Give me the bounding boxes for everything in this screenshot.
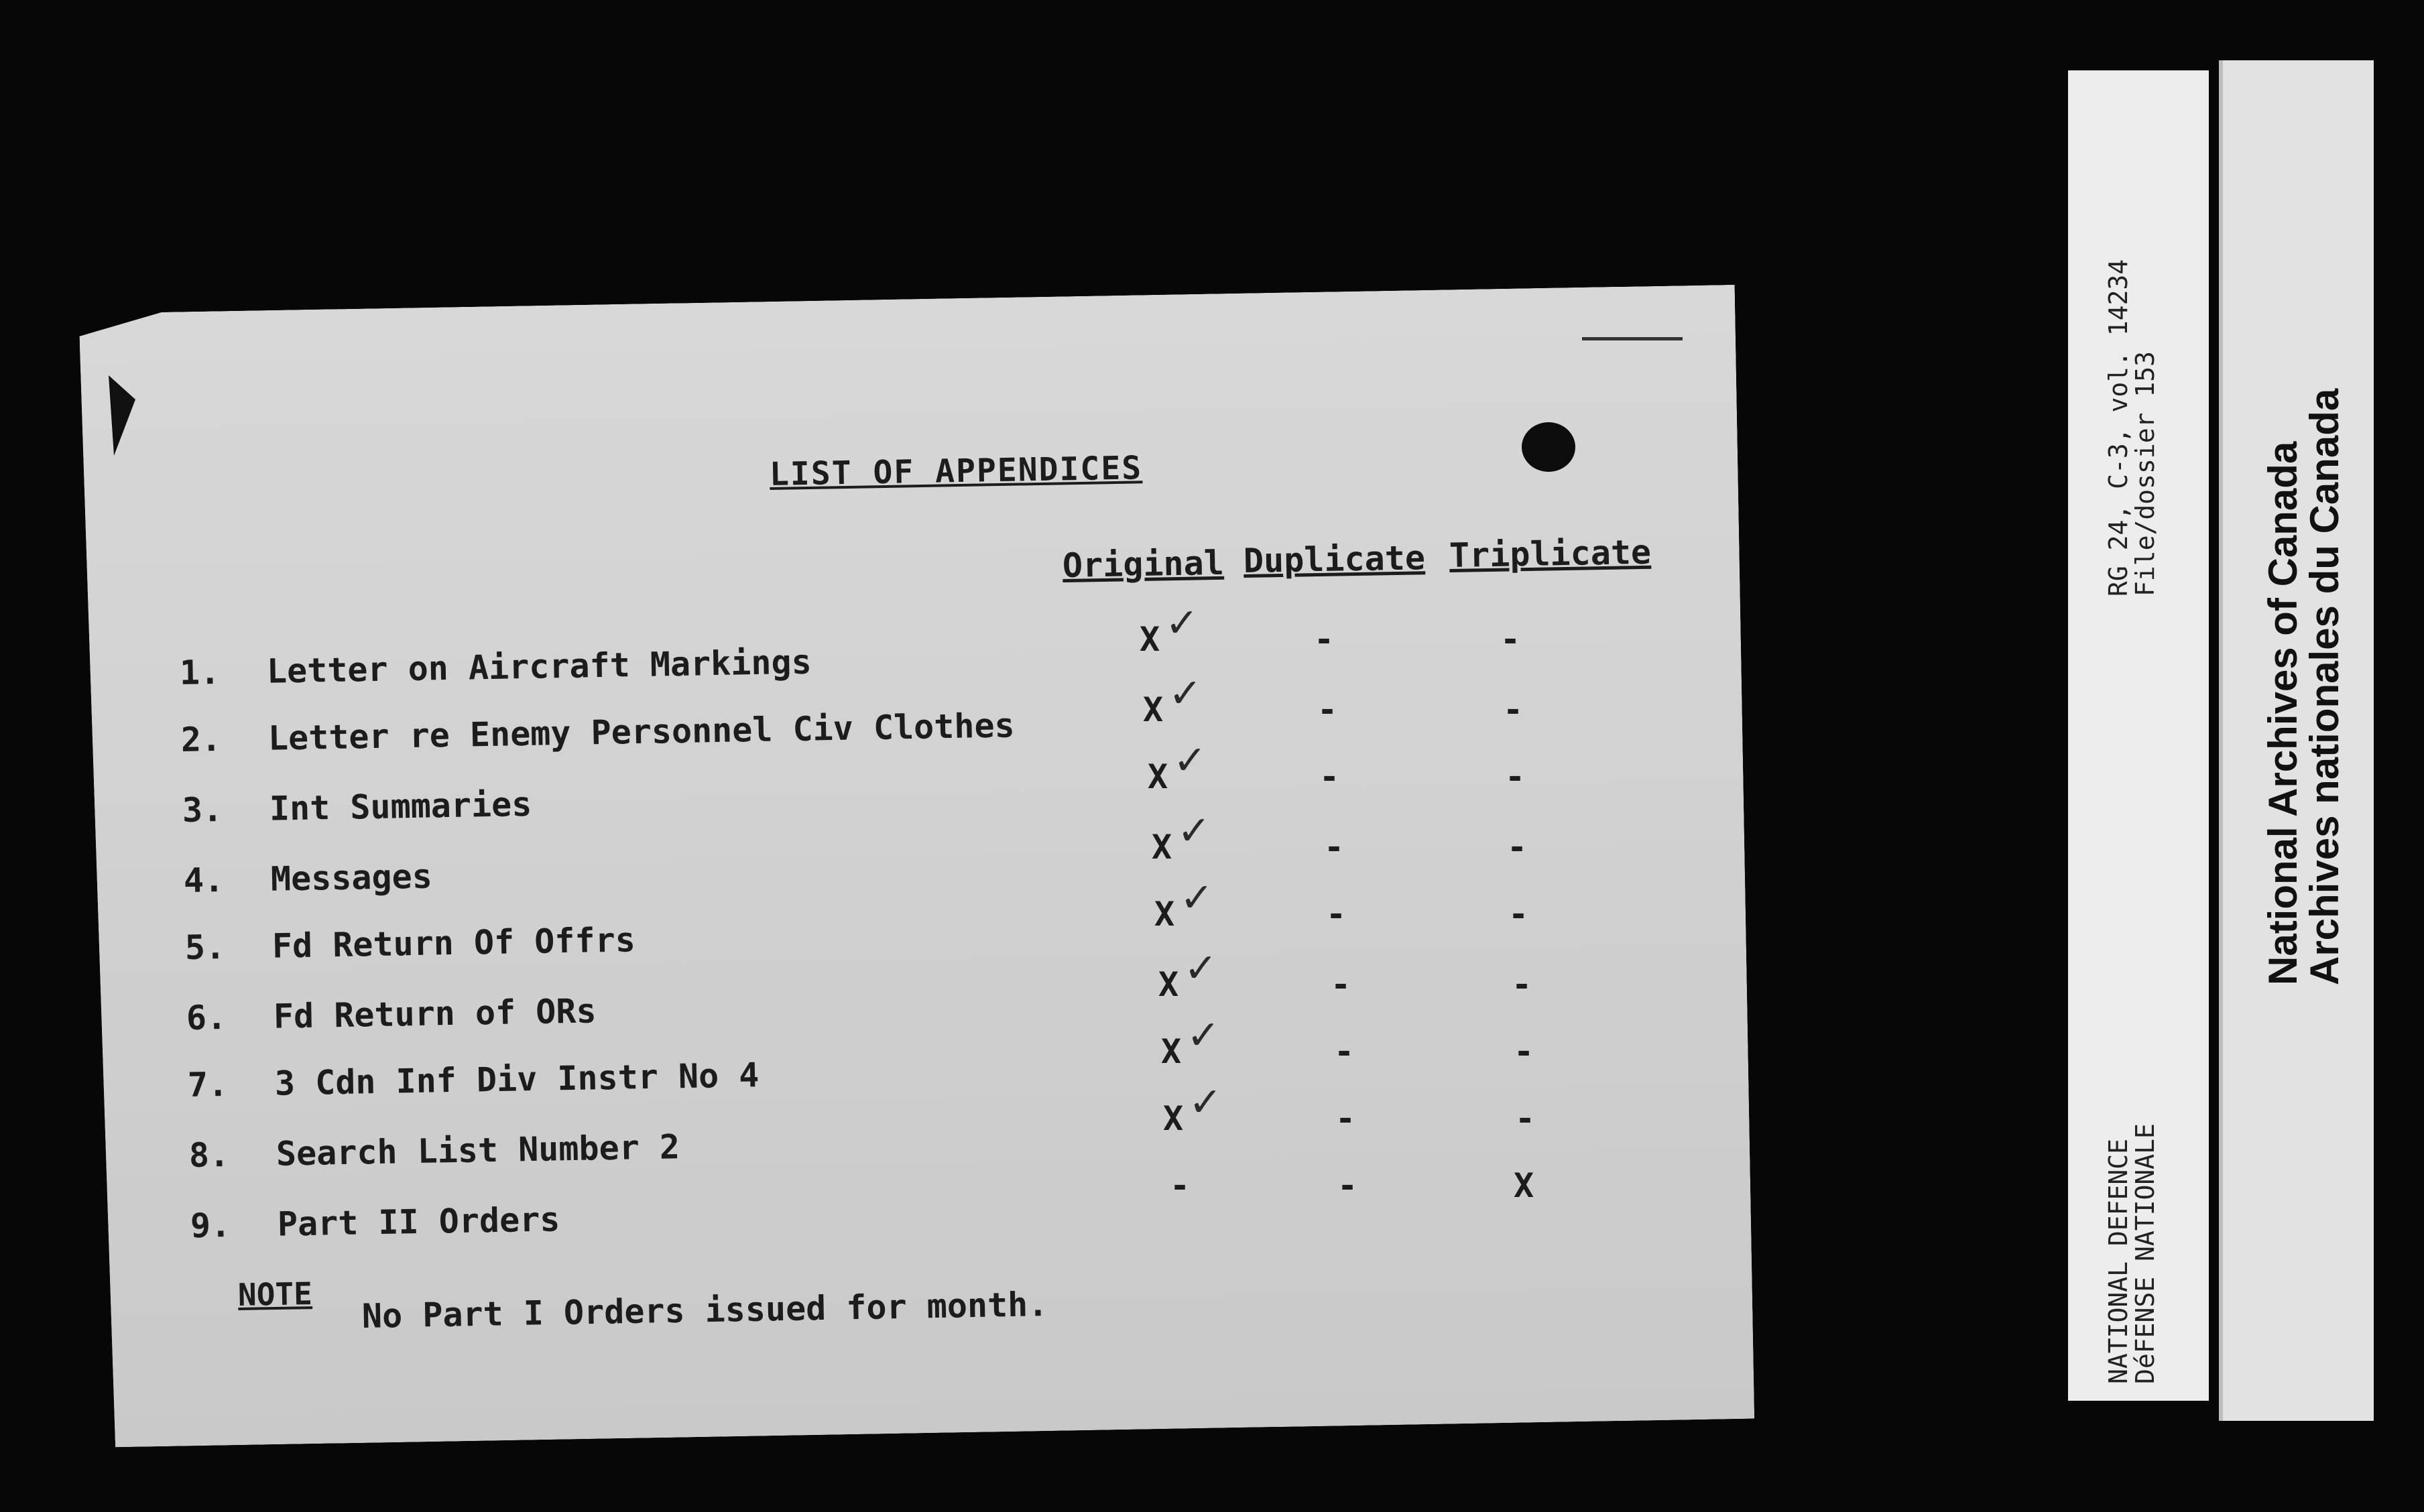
mark-original: X <box>1152 828 1172 867</box>
archive-reference-line2: File/dossier 153 <box>2130 351 2160 596</box>
archive-reference-block <box>2105 259 2159 596</box>
document-title: LIST OF APPENDICES <box>769 449 1143 493</box>
mark-duplicate: - <box>1334 1032 1355 1071</box>
handwritten-check-icon: ✓ <box>1187 1012 1221 1059</box>
archive-department-block <box>2105 1123 2159 1384</box>
column-header-triplicate: Triplicate <box>1449 532 1652 575</box>
mark-triplicate: - <box>1515 1099 1536 1138</box>
list-item <box>182 785 532 830</box>
mark-duplicate: - <box>1337 1166 1358 1205</box>
list-item-number: 8. <box>188 1135 230 1175</box>
mark-triplicate: - <box>1508 895 1529 934</box>
mark-duplicate: - <box>1314 620 1335 659</box>
handwritten-check-icon: ✓ <box>1184 945 1218 992</box>
archive-department-line2: DéFENSE NATIONALE <box>2130 1123 2160 1384</box>
column-header-original: Original <box>1062 543 1225 585</box>
mark-duplicate: - <box>1335 1099 1356 1138</box>
list-item <box>183 857 432 900</box>
handwritten-check-icon: ✓ <box>1165 600 1199 647</box>
list-item-label: Int Summaries <box>269 784 532 828</box>
mark-triplicate: X <box>1514 1166 1534 1205</box>
mark-duplicate: - <box>1319 757 1340 796</box>
list-item-label: Fd Return of ORs <box>273 991 597 1036</box>
list-item-number: 5. <box>184 927 226 967</box>
archive-label-line1: National Archives of Canada <box>2260 441 2305 985</box>
mark-original: X <box>1140 620 1160 659</box>
list-item <box>184 920 635 967</box>
list-item-number: 2. <box>180 719 222 759</box>
list-item-number: 3. <box>182 790 223 830</box>
list-item-label: Fd Return Of Offrs <box>271 920 636 966</box>
list-item-label: Part II Orders <box>277 1200 560 1244</box>
archive-reference-line1: RG 24, C-3, vol. 14234 <box>2104 259 2133 596</box>
mark-original: X <box>1154 895 1175 934</box>
archive-label-line2: Archives nationales du Canada <box>2302 388 2347 985</box>
archive-department-line1: NATIONAL DEFENCE <box>2104 1138 2133 1384</box>
mark-original: X <box>1158 965 1179 1004</box>
mark-triplicate: - <box>1505 757 1526 796</box>
list-item <box>190 1200 560 1245</box>
handwritten-check-icon: ✓ <box>1168 670 1203 717</box>
handwritten-check-icon: ✓ <box>1180 875 1214 922</box>
punch-hole <box>1522 422 1575 472</box>
pencil-mark <box>1582 337 1683 340</box>
mark-triplicate: - <box>1514 1032 1534 1071</box>
mark-duplicate: - <box>1324 828 1345 867</box>
handwritten-check-icon: ✓ <box>1189 1079 1223 1126</box>
list-item-number: 9. <box>190 1205 231 1245</box>
note-label: NOTE <box>237 1275 313 1313</box>
list-item-number: 6. <box>186 997 227 1037</box>
list-item-number: 7. <box>187 1064 229 1105</box>
mark-original: X <box>1161 1032 1182 1071</box>
handwritten-check-icon: ✓ <box>1177 808 1211 855</box>
mark-original: X <box>1148 757 1168 796</box>
mark-triplicate: - <box>1512 965 1532 1004</box>
mark-original: X <box>1163 1099 1184 1138</box>
list-item-label: Messages <box>270 857 433 899</box>
list-item-number: 1. <box>179 652 221 692</box>
mark-original: X <box>1143 690 1164 729</box>
list-item-label: Search List Number 2 <box>276 1127 680 1174</box>
mark-triplicate: - <box>1500 620 1521 659</box>
column-header-duplicate: Duplicate <box>1243 538 1426 580</box>
mark-duplicate: - <box>1326 895 1347 934</box>
handwritten-check-icon: ✓ <box>1173 737 1207 784</box>
mark-duplicate: - <box>1317 690 1338 729</box>
mark-triplicate: - <box>1507 828 1528 867</box>
list-item <box>186 991 597 1037</box>
list-item-label: 3 Cdn Inf Div Instr No 4 <box>274 1056 760 1103</box>
mark-duplicate: - <box>1331 965 1351 1004</box>
mark-original: - <box>1170 1166 1191 1205</box>
list-item-number: 4. <box>183 860 225 900</box>
note-text: No Part I Orders issued for month. <box>361 1285 1048 1336</box>
mark-triplicate: - <box>1503 690 1524 729</box>
list-item-label: Letter on Aircraft Markings <box>266 642 812 691</box>
archive-label-block <box>2262 389 2346 985</box>
list-item-label: Letter re Enemy Personnel Civ Clothes <box>267 706 1016 758</box>
